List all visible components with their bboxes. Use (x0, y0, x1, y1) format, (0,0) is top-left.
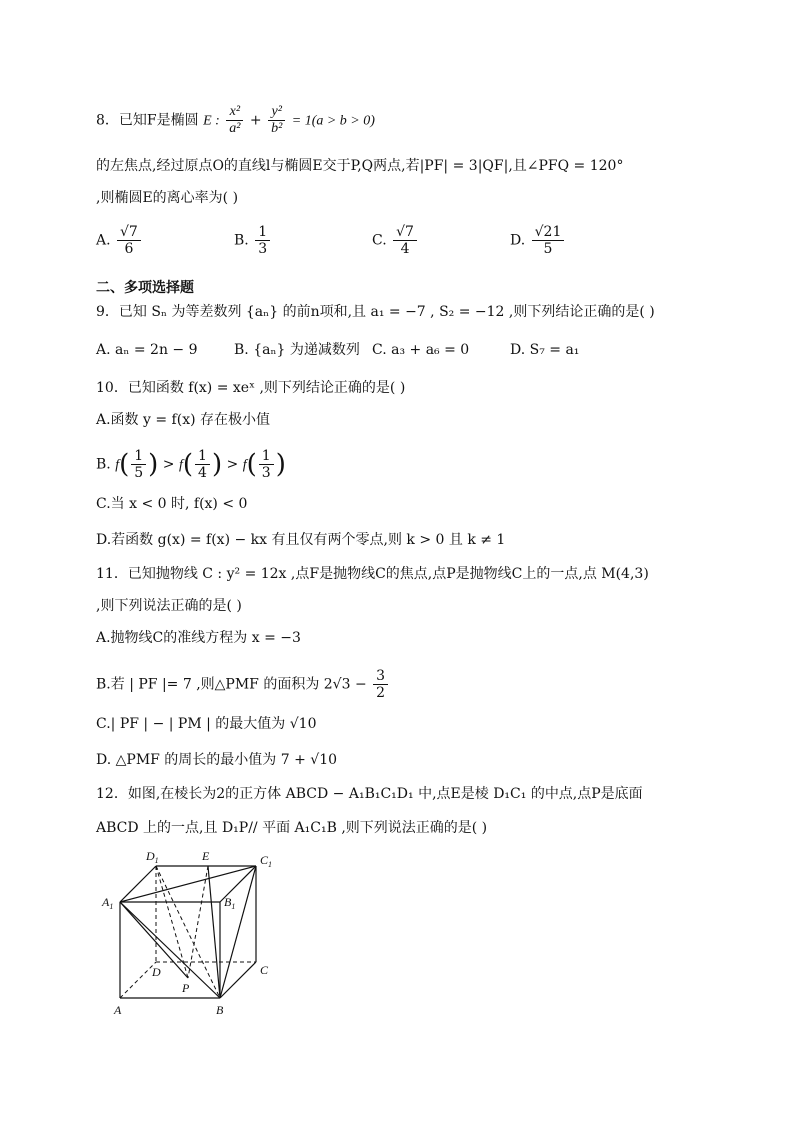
q10-frac-3-num: 1 (259, 448, 274, 465)
q8-option-c-den: 4 (400, 241, 410, 257)
cube-figure (96, 840, 296, 1020)
q10-paren-open-1: ( (119, 449, 130, 480)
q11-option-b (96, 668, 390, 701)
q8-line3: ,则椭圆E的离心率为( ) (96, 190, 239, 206)
q8-option-c-letter: C. (372, 232, 387, 249)
q8-option-d-den: 5 (543, 241, 553, 257)
label-c1: $C_1$ (260, 853, 273, 869)
q8-option-b-letter: B. (234, 232, 249, 249)
q8-option-a (96, 224, 143, 257)
q10-gt-2: > (226, 456, 239, 473)
q8-stem (96, 104, 375, 137)
q9-option-a: A. aₙ = 2n − 9 (96, 342, 198, 358)
q10-paren-open-2: ( (182, 449, 194, 480)
section-title: 二、多项选择题 (96, 280, 194, 296)
label-c: C (260, 963, 269, 977)
q10-frac-1-den: 5 (134, 465, 144, 481)
q10-f-1: f (115, 457, 120, 473)
q8-option-c (372, 224, 419, 257)
q8-frac-x (226, 104, 243, 137)
diag-b-c1 (220, 866, 256, 998)
q9-option-d: D. S₇ = a₁ (510, 342, 580, 358)
edge-a1-d1 (120, 866, 156, 902)
q8-option-b-num: 1 (255, 224, 270, 241)
q11-option-b-frac (373, 668, 388, 701)
q11-option-b-text: B.若 | PF |= 7 ,则△PMF 的面积为 2√3 − (96, 676, 367, 693)
label-a: A (114, 1003, 122, 1017)
q8-frac-x-num: x² (226, 104, 243, 121)
q10-frac-1-num: 1 (131, 448, 146, 465)
diag-a1-c1 (120, 866, 256, 902)
q8-stem-text: 8．已知F是椭圆 (96, 112, 199, 129)
label-d1: $D_1$ (146, 849, 159, 865)
q10-paren-close-1: ) (148, 449, 159, 480)
label-a1: $A_1$ (102, 895, 114, 911)
q11-option-a: A.抛物线C的准线方程为 x = −3 (96, 630, 301, 646)
q10-f-2: f (178, 457, 183, 473)
q8-option-a-num: √7 (117, 224, 141, 241)
q8-ellipse-name: E : (203, 113, 220, 129)
q9-option-c: C. a₃ + a₆ = 0 (372, 342, 470, 358)
q10-option-b (96, 448, 286, 481)
q8-line2: 的左焦点,经过原点O的直线l与椭圆E交于P,Q两点,若|PF| = 3|QF|,且∠PFQ = 120° (96, 158, 624, 174)
q10-f-3: f (242, 457, 247, 473)
q8-frac-y (268, 104, 285, 137)
q12-stem: 12．如图,在棱长为2的正方体 ABCD − A₁B₁C₁D₁ 中,点E是棱 D₁C₁ 的中点,点P是底面 (96, 786, 643, 802)
label-e: E (202, 849, 210, 863)
q8-option-c-num: √7 (393, 224, 417, 241)
label-b: B (216, 1003, 224, 1017)
q10-paren-close-3: ) (275, 449, 286, 480)
q8-option-b-den: 3 (258, 241, 268, 257)
q8-option-a-frac (117, 224, 141, 257)
q10-paren-close-2: ) (211, 449, 223, 480)
q11-stem: 11．已知抛物线 C : y² = 12x ,点F是抛物线C的焦点,点P是抛物线C上的一点,点 M(4,3) (96, 566, 649, 582)
q10-option-c: C.当 x < 0 时, f(x) < 0 (96, 496, 248, 512)
q11-stem2: ,则下列说法正确的是( ) (96, 598, 242, 614)
q10-stem: 10．已知函数 f(x) = xeˣ ,则下列结论正确的是( ) (96, 380, 406, 396)
edge-a-d (120, 962, 156, 998)
q8-option-b-frac (255, 224, 270, 257)
q10-option-d: D.若函数 g(x) = f(x) − kx 有且仅有两个零点,则 k > 0 且 k ≠ 1 (96, 532, 506, 548)
q8-option-c-frac (393, 224, 417, 257)
q10-frac-2-num: 1 (195, 448, 210, 465)
q8-option-d-letter: D. (510, 232, 526, 249)
q8-option-d-frac (532, 224, 565, 257)
q11-option-c: C.| PF | − | PM | 的最大值为 √10 (96, 716, 317, 732)
q8-option-d (510, 224, 566, 257)
q10-frac-2 (195, 448, 210, 481)
q8-option-d-num: √21 (532, 224, 565, 241)
q8-plus: + (249, 112, 262, 129)
q8-frac-x-den: a² (229, 121, 241, 136)
q10-frac-1 (131, 448, 146, 481)
q8-option-b (234, 224, 272, 257)
q10-option-b-letter: B. (96, 456, 111, 473)
q8-option-a-letter: A. (96, 232, 111, 249)
q10-frac-3-den: 3 (261, 465, 271, 481)
q10-frac-3 (259, 448, 274, 481)
label-d: D (152, 965, 161, 979)
q8-option-a-den: 6 (124, 241, 134, 257)
q10-option-a: A.函数 y = f(x) 存在极小值 (96, 412, 271, 428)
q8-frac-y-num: y² (268, 104, 285, 121)
q10-gt-1: > (162, 456, 175, 473)
q11-option-b-den: 2 (376, 685, 386, 701)
label-p: P (182, 981, 190, 995)
label-b1: $B_1$ (224, 895, 236, 911)
seg-e-b (208, 866, 220, 998)
q9-stem: 9．已知 Sₙ 为等差数列 {aₙ} 的前n项和,且 a₁ = −7 , S₂ = −12 ,则下列结论正确的是( ) (96, 304, 655, 320)
seg-d1-p (156, 866, 188, 978)
q8-eq-tail: = 1(a > b > 0) (291, 113, 375, 129)
q8-frac-y-den: b² (271, 121, 283, 136)
q12-stem2: ABCD 上的一点,且 D₁P// 平面 A₁C₁B ,则下列说法正确的是( ) (96, 820, 488, 836)
q10-frac-2-den: 4 (198, 465, 207, 481)
q11-option-b-num: 3 (373, 668, 388, 685)
q9-option-b: B. {aₙ} 为递减数列 (234, 342, 360, 358)
q10-paren-open-3: ( (246, 449, 257, 480)
q11-option-d: D. △PMF 的周长的最小值为 7 + √10 (96, 752, 338, 768)
